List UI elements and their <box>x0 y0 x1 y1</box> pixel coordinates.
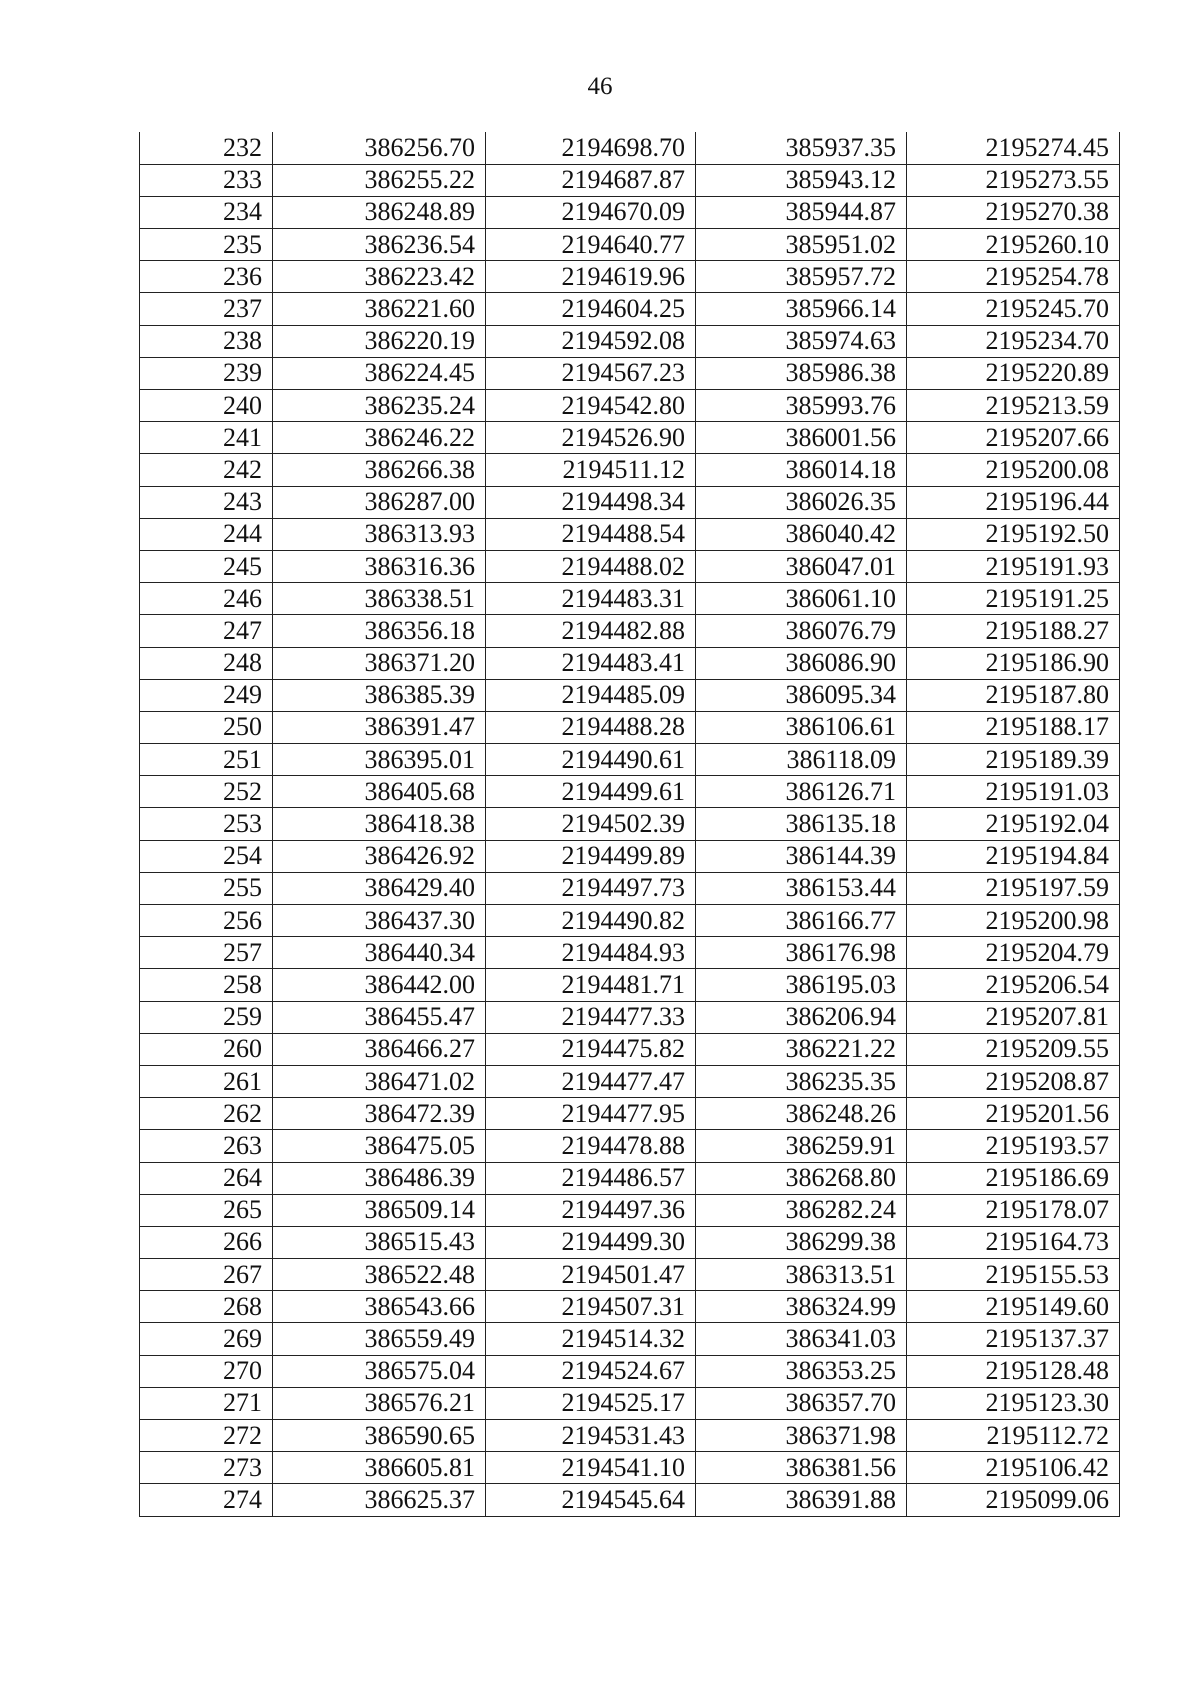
table-row <box>140 1452 1120 1484</box>
y1-coordinate-cell: 2194499.30 <box>486 1226 696 1258</box>
point-number-cell: 247 <box>140 615 273 647</box>
table-row <box>140 872 1120 904</box>
x1-coordinate-cell: 386405.68 <box>273 776 486 808</box>
x1-coordinate-cell: 386236.54 <box>273 229 486 261</box>
y1-coordinate-cell: 2194488.28 <box>486 711 696 743</box>
x2-coordinate-cell: 386313.51 <box>696 1259 907 1291</box>
x2-coordinate-cell: 385944.87 <box>696 196 907 228</box>
table-row <box>140 1420 1120 1452</box>
y2-coordinate-cell: 2195164.73 <box>907 1226 1120 1258</box>
y1-coordinate-cell: 2194525.17 <box>486 1387 696 1419</box>
point-number-cell: 249 <box>140 679 273 711</box>
y2-coordinate-cell: 2195191.93 <box>907 550 1120 582</box>
table-row <box>140 132 1120 164</box>
y2-coordinate-cell: 2195193.57 <box>907 1130 1120 1162</box>
x2-coordinate-cell: 385943.12 <box>696 164 907 196</box>
y1-coordinate-cell: 2194490.61 <box>486 744 696 776</box>
y1-coordinate-cell: 2194497.36 <box>486 1194 696 1226</box>
x1-coordinate-cell: 386442.00 <box>273 969 486 1001</box>
point-number-cell: 250 <box>140 711 273 743</box>
table-row <box>140 840 1120 872</box>
point-number-cell: 269 <box>140 1323 273 1355</box>
y1-coordinate-cell: 2194485.09 <box>486 679 696 711</box>
table-row <box>140 1387 1120 1419</box>
point-number-cell: 258 <box>140 969 273 1001</box>
table-row <box>140 196 1120 228</box>
y2-coordinate-cell: 2195194.84 <box>907 840 1120 872</box>
x1-coordinate-cell: 386316.36 <box>273 550 486 582</box>
x2-coordinate-cell: 386195.03 <box>696 969 907 1001</box>
y1-coordinate-cell: 2194482.88 <box>486 615 696 647</box>
y1-coordinate-cell: 2194670.09 <box>486 196 696 228</box>
x1-coordinate-cell: 386590.65 <box>273 1420 486 1452</box>
point-number-cell: 241 <box>140 422 273 454</box>
x1-coordinate-cell: 386429.40 <box>273 872 486 904</box>
x2-coordinate-cell: 386153.44 <box>696 872 907 904</box>
table-row <box>140 1259 1120 1291</box>
y2-coordinate-cell: 2195192.04 <box>907 808 1120 840</box>
y2-coordinate-cell: 2195204.79 <box>907 937 1120 969</box>
y1-coordinate-cell: 2194502.39 <box>486 808 696 840</box>
point-number-cell: 237 <box>140 293 273 325</box>
y1-coordinate-cell: 2194619.96 <box>486 261 696 293</box>
y2-coordinate-cell: 2195187.80 <box>907 679 1120 711</box>
table-row <box>140 1130 1120 1162</box>
x1-coordinate-cell: 386256.70 <box>273 132 486 164</box>
x2-coordinate-cell: 386381.56 <box>696 1452 907 1484</box>
x2-coordinate-cell: 386268.80 <box>696 1162 907 1194</box>
x1-coordinate-cell: 386385.39 <box>273 679 486 711</box>
x2-coordinate-cell: 385957.72 <box>696 261 907 293</box>
point-number-cell: 251 <box>140 744 273 776</box>
point-number-cell: 274 <box>140 1484 273 1516</box>
x2-coordinate-cell: 386014.18 <box>696 454 907 486</box>
x2-coordinate-cell: 386176.98 <box>696 937 907 969</box>
y1-coordinate-cell: 2194477.95 <box>486 1098 696 1130</box>
x2-coordinate-cell: 386095.34 <box>696 679 907 711</box>
coordinate-table <box>139 132 1120 1517</box>
y2-coordinate-cell: 2195192.50 <box>907 518 1120 550</box>
y1-coordinate-cell: 2194498.34 <box>486 486 696 518</box>
x1-coordinate-cell: 386223.42 <box>273 261 486 293</box>
x1-coordinate-cell: 386426.92 <box>273 840 486 872</box>
y2-coordinate-cell: 2195274.45 <box>907 132 1120 164</box>
y1-coordinate-cell: 2194486.57 <box>486 1162 696 1194</box>
y1-coordinate-cell: 2194507.31 <box>486 1291 696 1323</box>
x2-coordinate-cell: 385951.02 <box>696 229 907 261</box>
point-number-cell: 240 <box>140 390 273 422</box>
y1-coordinate-cell: 2194477.33 <box>486 1001 696 1033</box>
table-row <box>140 454 1120 486</box>
y2-coordinate-cell: 2195207.81 <box>907 1001 1120 1033</box>
y2-coordinate-cell: 2195191.03 <box>907 776 1120 808</box>
x1-coordinate-cell: 386472.39 <box>273 1098 486 1130</box>
table-row <box>140 615 1120 647</box>
y2-coordinate-cell: 2195208.87 <box>907 1065 1120 1097</box>
table-row <box>140 486 1120 518</box>
point-number-cell: 236 <box>140 261 273 293</box>
y2-coordinate-cell: 2195245.70 <box>907 293 1120 325</box>
y2-coordinate-cell: 2195200.98 <box>907 905 1120 937</box>
point-number-cell: 242 <box>140 454 273 486</box>
x1-coordinate-cell: 386391.47 <box>273 711 486 743</box>
point-number-cell: 270 <box>140 1355 273 1387</box>
y1-coordinate-cell: 2194514.32 <box>486 1323 696 1355</box>
point-number-cell: 232 <box>140 132 273 164</box>
x1-coordinate-cell: 386395.01 <box>273 744 486 776</box>
x2-coordinate-cell: 386299.38 <box>696 1226 907 1258</box>
y1-coordinate-cell: 2194531.43 <box>486 1420 696 1452</box>
x1-coordinate-cell: 386440.34 <box>273 937 486 969</box>
x1-coordinate-cell: 386221.60 <box>273 293 486 325</box>
y1-coordinate-cell: 2194488.02 <box>486 550 696 582</box>
point-number-cell: 257 <box>140 937 273 969</box>
x2-coordinate-cell: 386135.18 <box>696 808 907 840</box>
y2-coordinate-cell: 2195273.55 <box>907 164 1120 196</box>
x1-coordinate-cell: 386471.02 <box>273 1065 486 1097</box>
table-row <box>140 1033 1120 1065</box>
x2-coordinate-cell: 386341.03 <box>696 1323 907 1355</box>
y1-coordinate-cell: 2194526.90 <box>486 422 696 454</box>
point-number-cell: 271 <box>140 1387 273 1419</box>
point-number-cell: 259 <box>140 1001 273 1033</box>
point-number-cell: 234 <box>140 196 273 228</box>
x2-coordinate-cell: 386047.01 <box>696 550 907 582</box>
y1-coordinate-cell: 2194698.70 <box>486 132 696 164</box>
x1-coordinate-cell: 386576.21 <box>273 1387 486 1419</box>
y2-coordinate-cell: 2195099.06 <box>907 1484 1120 1516</box>
point-number-cell: 238 <box>140 325 273 357</box>
x1-coordinate-cell: 386522.48 <box>273 1259 486 1291</box>
x2-coordinate-cell: 386118.09 <box>696 744 907 776</box>
table-row <box>140 776 1120 808</box>
y1-coordinate-cell: 2194604.25 <box>486 293 696 325</box>
y1-coordinate-cell: 2194545.64 <box>486 1484 696 1516</box>
x1-coordinate-cell: 386356.18 <box>273 615 486 647</box>
y1-coordinate-cell: 2194481.71 <box>486 969 696 1001</box>
table-row <box>140 808 1120 840</box>
table-row <box>140 357 1120 389</box>
y2-coordinate-cell: 2195189.39 <box>907 744 1120 776</box>
x1-coordinate-cell: 386235.24 <box>273 390 486 422</box>
y2-coordinate-cell: 2195207.66 <box>907 422 1120 454</box>
y2-coordinate-cell: 2195196.44 <box>907 486 1120 518</box>
y1-coordinate-cell: 2194488.54 <box>486 518 696 550</box>
x2-coordinate-cell: 386040.42 <box>696 518 907 550</box>
x2-coordinate-cell: 386086.90 <box>696 647 907 679</box>
y1-coordinate-cell: 2194592.08 <box>486 325 696 357</box>
x1-coordinate-cell: 386246.22 <box>273 422 486 454</box>
point-number-cell: 268 <box>140 1291 273 1323</box>
table-row <box>140 325 1120 357</box>
y2-coordinate-cell: 2195112.72 <box>907 1420 1120 1452</box>
y2-coordinate-cell: 2195206.54 <box>907 969 1120 1001</box>
table-row <box>140 969 1120 1001</box>
x2-coordinate-cell: 386126.71 <box>696 776 907 808</box>
y1-coordinate-cell: 2194511.12 <box>486 454 696 486</box>
point-number-cell: 252 <box>140 776 273 808</box>
y2-coordinate-cell: 2195186.69 <box>907 1162 1120 1194</box>
x1-coordinate-cell: 386255.22 <box>273 164 486 196</box>
x2-coordinate-cell: 386391.88 <box>696 1484 907 1516</box>
table-row <box>140 1226 1120 1258</box>
point-number-cell: 245 <box>140 550 273 582</box>
point-number-cell: 255 <box>140 872 273 904</box>
point-number-cell: 256 <box>140 905 273 937</box>
x2-coordinate-cell: 386166.77 <box>696 905 907 937</box>
y1-coordinate-cell: 2194490.82 <box>486 905 696 937</box>
point-number-cell: 266 <box>140 1226 273 1258</box>
x2-coordinate-cell: 386061.10 <box>696 583 907 615</box>
y2-coordinate-cell: 2195260.10 <box>907 229 1120 261</box>
x1-coordinate-cell: 386515.43 <box>273 1226 486 1258</box>
x1-coordinate-cell: 386509.14 <box>273 1194 486 1226</box>
x2-coordinate-cell: 386282.24 <box>696 1194 907 1226</box>
x1-coordinate-cell: 386220.19 <box>273 325 486 357</box>
table-row <box>140 518 1120 550</box>
table-row <box>140 937 1120 969</box>
x2-coordinate-cell: 385966.14 <box>696 293 907 325</box>
x1-coordinate-cell: 386437.30 <box>273 905 486 937</box>
y1-coordinate-cell: 2194640.77 <box>486 229 696 261</box>
page-number: 46 <box>587 73 613 100</box>
y2-coordinate-cell: 2195188.27 <box>907 615 1120 647</box>
y2-coordinate-cell: 2195197.59 <box>907 872 1120 904</box>
x2-coordinate-cell: 386221.22 <box>696 1033 907 1065</box>
y2-coordinate-cell: 2195200.08 <box>907 454 1120 486</box>
x1-coordinate-cell: 386248.89 <box>273 196 486 228</box>
y1-coordinate-cell: 2194478.88 <box>486 1130 696 1162</box>
y1-coordinate-cell: 2194541.10 <box>486 1452 696 1484</box>
y2-coordinate-cell: 2195106.42 <box>907 1452 1120 1484</box>
y2-coordinate-cell: 2195137.37 <box>907 1323 1120 1355</box>
table-row <box>140 1001 1120 1033</box>
table-row <box>140 1194 1120 1226</box>
x2-coordinate-cell: 386001.56 <box>696 422 907 454</box>
table-row <box>140 164 1120 196</box>
table-row <box>140 583 1120 615</box>
point-number-cell: 261 <box>140 1065 273 1097</box>
x2-coordinate-cell: 385986.38 <box>696 357 907 389</box>
table-row <box>140 261 1120 293</box>
y2-coordinate-cell: 2195128.48 <box>907 1355 1120 1387</box>
y2-coordinate-cell: 2195220.89 <box>907 357 1120 389</box>
x2-coordinate-cell: 385937.35 <box>696 132 907 164</box>
y1-coordinate-cell: 2194499.89 <box>486 840 696 872</box>
y2-coordinate-cell: 2195186.90 <box>907 647 1120 679</box>
table-row <box>140 1355 1120 1387</box>
y1-coordinate-cell: 2194687.87 <box>486 164 696 196</box>
x1-coordinate-cell: 386418.38 <box>273 808 486 840</box>
y1-coordinate-cell: 2194501.47 <box>486 1259 696 1291</box>
y2-coordinate-cell: 2195149.60 <box>907 1291 1120 1323</box>
y1-coordinate-cell: 2194524.67 <box>486 1355 696 1387</box>
y1-coordinate-cell: 2194475.82 <box>486 1033 696 1065</box>
table-row <box>140 1291 1120 1323</box>
table-row <box>140 744 1120 776</box>
x1-coordinate-cell: 386313.93 <box>273 518 486 550</box>
point-number-cell: 248 <box>140 647 273 679</box>
point-number-cell: 267 <box>140 1259 273 1291</box>
x2-coordinate-cell: 386106.61 <box>696 711 907 743</box>
x1-coordinate-cell: 386287.00 <box>273 486 486 518</box>
y1-coordinate-cell: 2194567.23 <box>486 357 696 389</box>
x2-coordinate-cell: 386206.94 <box>696 1001 907 1033</box>
y1-coordinate-cell: 2194499.61 <box>486 776 696 808</box>
table-row <box>140 647 1120 679</box>
x1-coordinate-cell: 386475.05 <box>273 1130 486 1162</box>
y2-coordinate-cell: 2195209.55 <box>907 1033 1120 1065</box>
x2-coordinate-cell: 386144.39 <box>696 840 907 872</box>
point-number-cell: 254 <box>140 840 273 872</box>
x2-coordinate-cell: 386371.98 <box>696 1420 907 1452</box>
x2-coordinate-cell: 385993.76 <box>696 390 907 422</box>
x2-coordinate-cell: 386357.70 <box>696 1387 907 1419</box>
x1-coordinate-cell: 386466.27 <box>273 1033 486 1065</box>
y1-coordinate-cell: 2194483.31 <box>486 583 696 615</box>
x1-coordinate-cell: 386605.81 <box>273 1452 486 1484</box>
y2-coordinate-cell: 2195213.59 <box>907 390 1120 422</box>
y2-coordinate-cell: 2195191.25 <box>907 583 1120 615</box>
table-row <box>140 390 1120 422</box>
point-number-cell: 260 <box>140 1033 273 1065</box>
point-number-cell: 239 <box>140 357 273 389</box>
point-number-cell: 264 <box>140 1162 273 1194</box>
point-number-cell: 272 <box>140 1420 273 1452</box>
x2-coordinate-cell: 386026.35 <box>696 486 907 518</box>
x1-coordinate-cell: 386625.37 <box>273 1484 486 1516</box>
point-number-cell: 246 <box>140 583 273 615</box>
y1-coordinate-cell: 2194484.93 <box>486 937 696 969</box>
point-number-cell: 244 <box>140 518 273 550</box>
point-number-cell: 273 <box>140 1452 273 1484</box>
x2-coordinate-cell: 386076.79 <box>696 615 907 647</box>
point-number-cell: 262 <box>140 1098 273 1130</box>
y1-coordinate-cell: 2194483.41 <box>486 647 696 679</box>
point-number-cell: 235 <box>140 229 273 261</box>
table-row <box>140 905 1120 937</box>
x1-coordinate-cell: 386266.38 <box>273 454 486 486</box>
x1-coordinate-cell: 386338.51 <box>273 583 486 615</box>
y1-coordinate-cell: 2194497.73 <box>486 872 696 904</box>
point-number-cell: 243 <box>140 486 273 518</box>
point-number-cell: 253 <box>140 808 273 840</box>
x2-coordinate-cell: 386235.35 <box>696 1065 907 1097</box>
x1-coordinate-cell: 386575.04 <box>273 1355 486 1387</box>
point-number-cell: 263 <box>140 1130 273 1162</box>
table-row <box>140 1065 1120 1097</box>
y2-coordinate-cell: 2195188.17 <box>907 711 1120 743</box>
table-row <box>140 422 1120 454</box>
table-row <box>140 679 1120 711</box>
coordinate-table-body <box>140 132 1120 1516</box>
table-row <box>140 1484 1120 1516</box>
point-number-cell: 265 <box>140 1194 273 1226</box>
y2-coordinate-cell: 2195254.78 <box>907 261 1120 293</box>
table-row <box>140 1162 1120 1194</box>
x2-coordinate-cell: 386353.25 <box>696 1355 907 1387</box>
x1-coordinate-cell: 386559.49 <box>273 1323 486 1355</box>
table-row <box>140 711 1120 743</box>
point-number-cell: 233 <box>140 164 273 196</box>
table-row <box>140 229 1120 261</box>
x1-coordinate-cell: 386455.47 <box>273 1001 486 1033</box>
table-row <box>140 550 1120 582</box>
y2-coordinate-cell: 2195234.70 <box>907 325 1120 357</box>
table-row <box>140 1323 1120 1355</box>
x2-coordinate-cell: 386324.99 <box>696 1291 907 1323</box>
y2-coordinate-cell: 2195270.38 <box>907 196 1120 228</box>
x1-coordinate-cell: 386486.39 <box>273 1162 486 1194</box>
table-row <box>140 1098 1120 1130</box>
x1-coordinate-cell: 386224.45 <box>273 357 486 389</box>
y1-coordinate-cell: 2194477.47 <box>486 1065 696 1097</box>
x1-coordinate-cell: 386371.20 <box>273 647 486 679</box>
y1-coordinate-cell: 2194542.80 <box>486 390 696 422</box>
x2-coordinate-cell: 386248.26 <box>696 1098 907 1130</box>
x2-coordinate-cell: 386259.91 <box>696 1130 907 1162</box>
y2-coordinate-cell: 2195178.07 <box>907 1194 1120 1226</box>
x1-coordinate-cell: 386543.66 <box>273 1291 486 1323</box>
table-row <box>140 293 1120 325</box>
x2-coordinate-cell: 385974.63 <box>696 325 907 357</box>
y2-coordinate-cell: 2195155.53 <box>907 1259 1120 1291</box>
y2-coordinate-cell: 2195123.30 <box>907 1387 1120 1419</box>
y2-coordinate-cell: 2195201.56 <box>907 1098 1120 1130</box>
